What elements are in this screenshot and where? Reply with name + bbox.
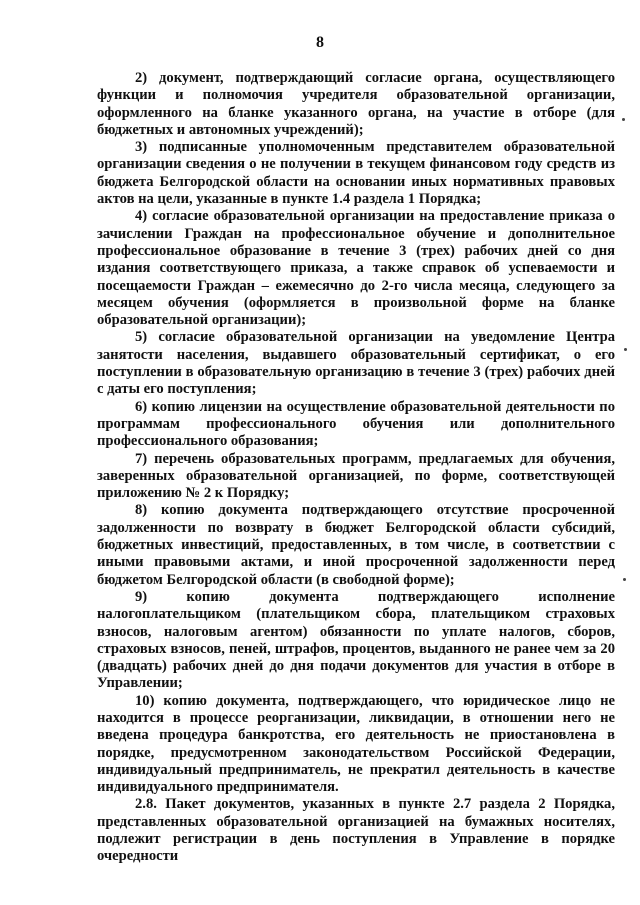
paragraph-item-4: 4) согласие образовательной организации на предоставление приказа о зачислении Граждан на профессиональное обучение и дополнительное профессиональное образование в течение 3 (трех) рабочих дней со дня издания соответствующего приказа, а также справок об успеваемости и посещаемости Граждан – ежемесячно до 2-го числа месяца, следующего за месяцем обучения (оформляется в произвольной форме на бланке образовательной организации);: [97, 208, 615, 329]
paragraph-item-10: 10) копию документа, подтверждающего, что юридическое лицо не находится в процессе реорганизации, ликвидации, в отношении него не введена процедура банкротства, его деятельность не приостановлена в порядке, предусмотренном законодательством Российской Федерации, индивидуальный предприниматель, не прекратил деятельность в качестве индивидуального предпринимателя.: [97, 692, 615, 796]
paragraph-item-8: 8) копию документа подтверждающего отсутствие просроченной задолженности по возврату в бюджет Белгородской области субсидий, бюджетных инвестиций, предоставленных, в том числе, в соответствии с иными правовыми актами, и иной просроченной задолженности перед бюджетом Белгородской области (в свободной форме);: [97, 502, 615, 588]
paragraph-item-2: 2) документ, подтверждающий согласие органа, осуществляющего функции и полномочия учредителя образовательной организации, оформленного на бланке указанного органа, на участие в отборе (для бюджетных и автономных учреждений);: [97, 70, 615, 138]
paragraph-item-6: 6) копию лицензии на осуществление образовательной деятельности по программам профессионального обучения или дополнительного профессионального образования;: [97, 398, 615, 450]
paragraph-item-5: 5) согласие образовательной организации на уведомление Центра занятости населения, выдавшего образовательный сертификат, о его поступлении в образовательную организацию в течение 3 (трех) рабочих дней с даты его поступления;: [97, 329, 615, 398]
scan-speck: [623, 578, 626, 581]
paragraph-item-9: 9) копию документа подтверждающего исполнение налогоплательщиком (плательщиком сбора, плательщиком страховых взносов, налоговым агентом) обязанности по уплате налогов, сборов, страховых взносов, пеней, штрафов, процентов, выданного не ранее чем за 20 (двадцать) рабочих дней до дня подачи документов для участия в отборе в Управлении;: [97, 588, 615, 692]
paragraph-item-3: 3) подписанные уполномоченным представителем образовательной организации сведения о не получении в текущем финансовом году средств из бюджета Белгородской области на основании иных нормативных правовых актов на цели, указанные в пункте 1.4 раздела 1 Порядка;: [97, 139, 615, 208]
scan-speck: [624, 348, 627, 351]
paragraph-item-7: 7) перечень образовательных программ, предлагаемых для обучения, заверенных образовательной организацией, по форме, соответствующей приложению № 2 к Порядку;: [97, 450, 615, 502]
page-number: 8: [316, 34, 324, 51]
paragraph-section-2-8: 2.8. Пакет документов, указанных в пункте 2.7 раздела 2 Порядка, представленных образовательной организацией на бумажных носителях, подлежит регистрации в день поступления в Управление в порядке очередности: [97, 796, 615, 865]
scan-speck: [622, 118, 625, 121]
document-body: [97, 70, 615, 866]
